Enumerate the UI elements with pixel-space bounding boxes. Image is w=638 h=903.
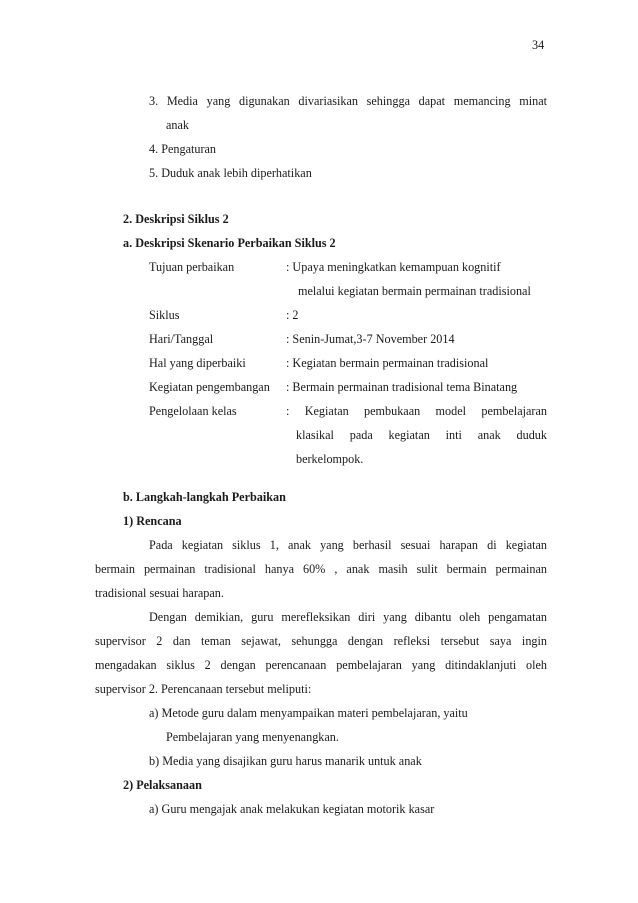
table-label-siklus: Siklus	[149, 308, 180, 322]
sub-heading-rencana: 1) Rencana	[123, 514, 182, 528]
paragraph-1-line1: Pada kegiatan siklus 1, anak yang berhasil sesuai harapan di kegiatan	[149, 538, 547, 552]
list-item-4: 4. Pengaturan	[149, 142, 217, 156]
table-value-hal: : Kegiatan bermain permainan tradisional	[286, 356, 489, 370]
table-value-pengelolaan-1: : Kegiatan pembukaan model pembelajaran	[286, 404, 547, 418]
paragraph-2-line4: supervisor 2. Perencanaan tersebut meliputi:	[95, 682, 312, 696]
list-item-5: 5. Duduk anak lebih diperhatikan	[149, 166, 312, 180]
table-label-hal: Hal yang diperbaiki	[149, 356, 246, 370]
table-value-tujuan-1: : Upaya meningkatkan kemampuan kognitif	[286, 260, 501, 274]
paragraph-1-line3: tradisional sesuai harapan.	[95, 586, 224, 600]
table-value-siklus: : 2	[286, 308, 299, 322]
subsection-heading-a: a. Deskripsi Skenario Perbaikan Siklus 2	[123, 236, 336, 250]
section-heading-2: 2. Deskripsi Siklus 2	[123, 212, 229, 226]
list-item-3-line1: 3. Media yang digunakan divariasikan sehingga dapat memancing minat	[149, 94, 547, 108]
table-value-pengelolaan-2: klasikal pada kegiatan inti anak duduk	[296, 428, 547, 442]
table-value-kegiatan: : Bermain permainan tradisional tema Binatang	[286, 380, 518, 394]
table-value-tujuan-2: melalui kegiatan bermain permainan tradisional	[298, 284, 531, 298]
paragraph-2-line1: Dengan demikian, guru merefleksikan diri yang dibantu oleh pengamatan	[149, 610, 547, 624]
paragraph-2-line2: supervisor 2 dan teman sejawat, sehungga dengan refleksi tersebut saya ingin	[95, 634, 547, 648]
table-label-tujuan: Tujuan perbaikan	[149, 260, 235, 274]
list-item-a-line2: Pembelajaran yang menyenangkan.	[166, 730, 339, 744]
list-item-a-pelaksanaan: a) Guru mengajak anak melakukan kegiatan motorik kasar	[149, 802, 435, 816]
list-item-3-line2: anak	[166, 118, 190, 132]
table-value-pengelolaan-3: berkelompok.	[296, 452, 364, 466]
table-label-hari: Hari/Tanggal	[149, 332, 214, 346]
sub-heading-pelaksanaan: 2) Pelaksanaan	[123, 778, 202, 792]
paragraph-1-line2: bermain permainan tradisional hanya 60% , anak masih sulit bermain permainan	[95, 562, 547, 576]
list-item-b: b) Media yang disajikan guru harus manarik untuk anak	[149, 754, 422, 768]
paragraph-2-line3: mengadakan siklus 2 dengan perencanaan pembelajaran yang ditindaklanjuti oleh	[95, 658, 547, 672]
list-item-a-line1: a) Metode guru dalam menyampaikan materi pembelajaran, yaitu	[149, 706, 468, 720]
table-value-hari: : Senin-Jumat,3-7 November 2014	[286, 332, 455, 346]
table-label-kegiatan: Kegiatan pengembangan	[149, 380, 270, 394]
subsection-heading-b: b. Langkah-langkah Perbaikan	[123, 490, 286, 504]
page-number: 34	[532, 38, 545, 52]
table-label-pengelolaan: Pengelolaan kelas	[149, 404, 237, 418]
